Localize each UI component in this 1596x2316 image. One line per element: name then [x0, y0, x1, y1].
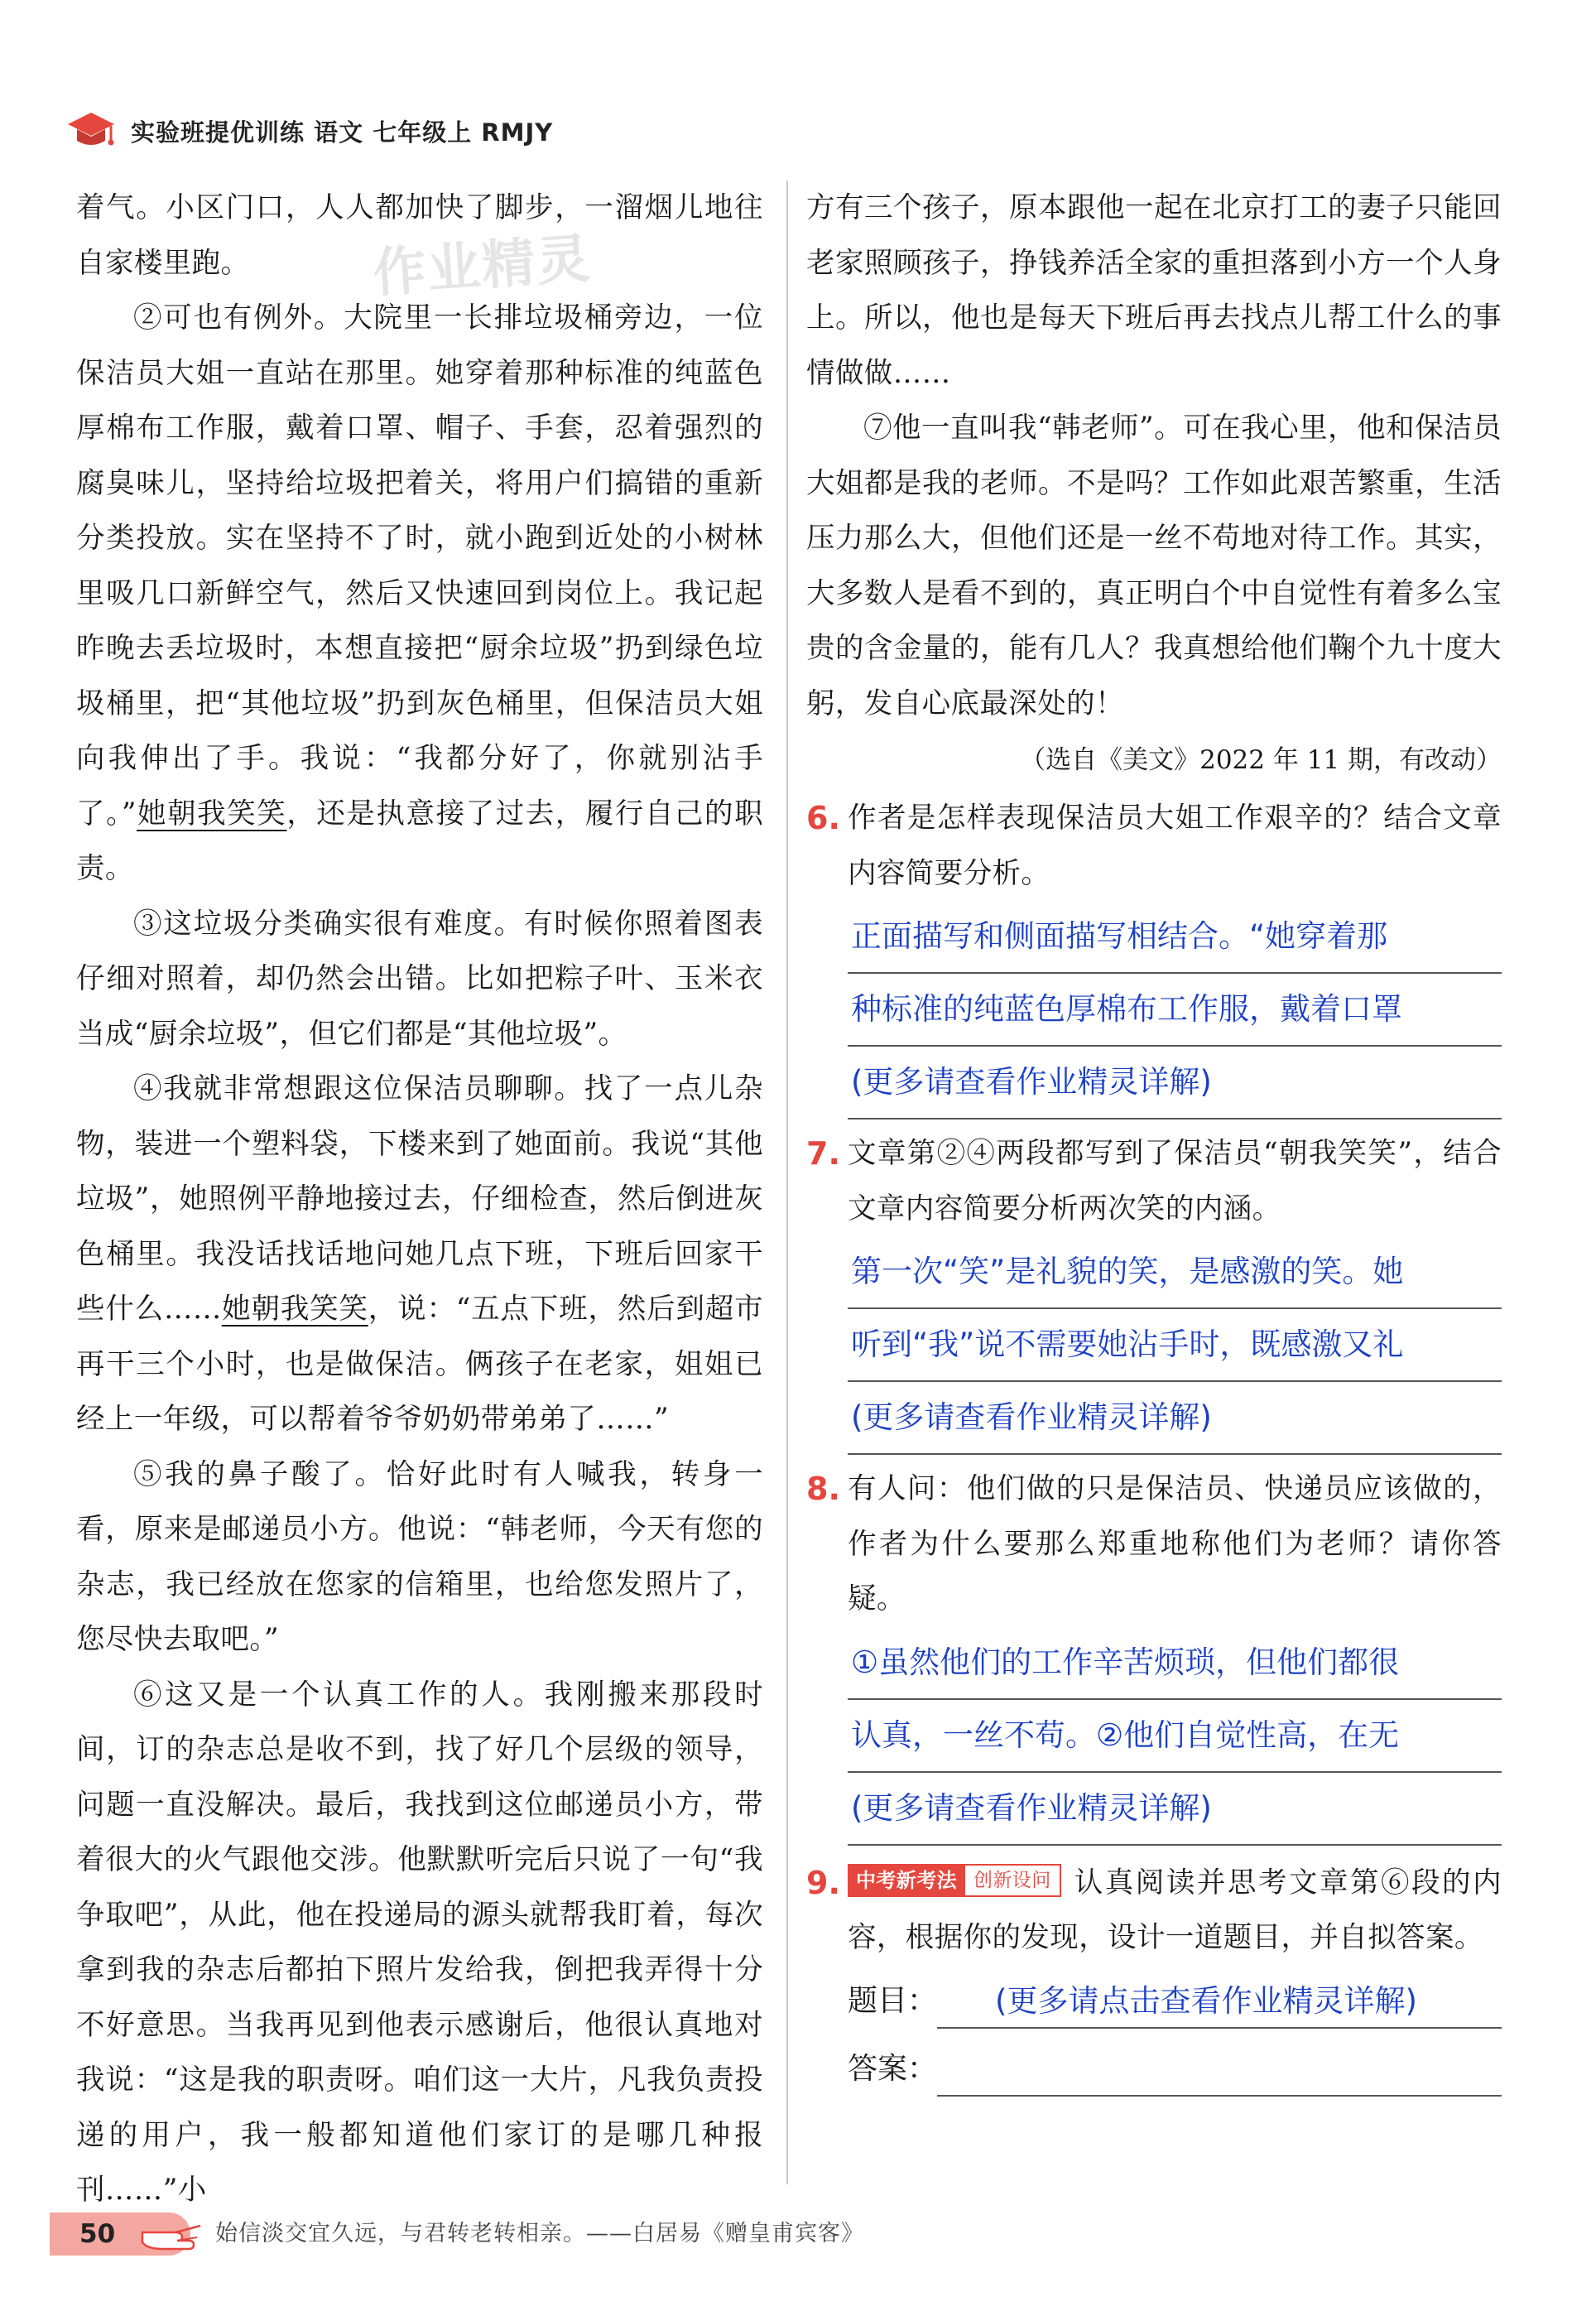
- paragraph-6-continued: 方有三个孩子，原本跟他一起在北京打工的妻子只能回老家照顾孩子，挣钱养活全家的重担落到小方一个人身上。所以，他也是每天下班后再去找点儿帮工什么的事情做做……: [806, 191, 1502, 390]
- column-divider: [786, 181, 788, 2184]
- page-footer: [0, 2203, 1596, 2269]
- underlined-smile-1: 她朝我笑笑: [136, 797, 287, 831]
- answer-line[interactable]: 种标准的纯蓝色厚棉布工作服，戴着口罩: [848, 974, 1502, 1047]
- answer-row: [848, 2040, 1502, 2097]
- question-text: 有人问：他们做的只是保洁员、快递员应该做的，作者为什么要那么郑重地称他们为老师？请你答疑。: [848, 1472, 1502, 1615]
- question-7: [806, 1126, 1502, 1455]
- question-text: 中考新考法 创新设问 认真阅读并思考文章第⑥段的内容，根据你的发现，设计一道题目，并自拟答案。: [848, 1856, 1502, 1966]
- pointing-hand-icon: [139, 2214, 205, 2259]
- book-title: 实验班提优训练 语文 七年级上 RMJY: [131, 118, 554, 147]
- topic-label: 题目：: [848, 1983, 938, 2018]
- answer-blank[interactable]: [937, 2040, 1502, 2097]
- question-number: 9.: [806, 1864, 840, 1901]
- watermark-text: 作业精灵: [371, 228, 594, 306]
- question-text: 文章第②④两段都写到了保洁员“朝我笑笑”，结合文章内容简要分析两次笑的内涵。: [848, 1137, 1502, 1225]
- topic-answer-link[interactable]: (更多请点击查看作业精灵详解): [937, 1972, 1502, 2029]
- page-number: 50: [79, 2219, 116, 2249]
- new-exam-badge: 中考新考法 创新设问: [848, 1864, 1061, 1897]
- answer-line[interactable]: 认真，一丝不苟。②他们自觉性高，在无: [848, 1700, 1502, 1773]
- answer-more-link[interactable]: (更多请查看作业精灵详解): [848, 1382, 1502, 1455]
- answer-line[interactable]: 第一次“笑”是礼貌的笑，是感激的笑。她: [848, 1236, 1502, 1309]
- question-6: [806, 791, 1502, 1119]
- left-column: [76, 181, 763, 2218]
- paragraph-1-continued: 着气。小区门口，人人都加快了脚步，一溜烟儿地往自家楼里跑。: [76, 191, 763, 280]
- paragraph-3: ③这垃圾分类确实很有难度。有时候你照着图表仔细对照着，却仍然会出错。比如把粽子叶、玉米衣当成“厨余垃圾”，但它们都是“其他垃圾”。: [76, 907, 763, 1051]
- answer-line[interactable]: 正面描写和侧面描写相结合。“她穿着那: [848, 901, 1502, 974]
- paragraph-6: ⑥这又是一个认真工作的人。我刚搬来那段时间，订的杂志总是收不到，找了好几个层级的领导，问题一直没解决。最后，我找到这位邮递员小方，带着很大的火气跟他交涉。他默默听完后只说了一句“我争取吧”，从此，他在投递局的源头就帮我盯着，每次拿到我的杂志后都拍下照片发给我，倒把我弄得十分不好意思。当我再见到他表示感谢后，他很认真地对我说：“这是我的职责呀。咱们这一大片，凡我负责投递的用户，我一般都知道他们家订的是哪几种报刊……”小: [76, 1678, 763, 2207]
- paragraph-5: ⑤我的鼻子酸了。恰好此时有人喊我，转身一看，原来是邮递员小方。他说：“韩老师，今天有您的杂志，我已经放在您家的信箱里，也给您发照片了，您尽快去取吧。”: [76, 1457, 763, 1656]
- question-8: [806, 1461, 1502, 1846]
- paragraph-4: ④我就非常想跟这位保洁员聊聊。找了一点儿杂物，装进一个塑料袋，下楼来到了她面前。我说“其他垃圾”，她照例平静地接过去，仔细检查，然后倒进灰色桶里。我没话找话地问她几点下班，下班后回家干些什么……她朝我笑笑，说：“五点下班，然后到超市再干三个小时，也是做保洁。俩孩子在老家，姐姐已经上一年级，可以帮着爷爷奶奶带弟弟了……”: [76, 1072, 763, 1436]
- answer-more-link[interactable]: (更多请查看作业精灵详解): [848, 1047, 1502, 1119]
- right-column: [806, 181, 1502, 2097]
- question-number: 7.: [806, 1135, 840, 1172]
- answer-label: 答案：: [848, 2051, 938, 2086]
- paragraph-2: ②可也有例外。大院里一长排垃圾桶旁边，一位保洁员大姐一直站在那里。她穿着那种标准的纯蓝色厚棉布工作服，戴着口罩、帽子、手套，忍着强烈的腐臭味儿，坚持给垃圾把着关，将用户们搞错的重新分类投放。实在坚持不了时，就小跑到近处的小树林里吸几口新鲜空气，然后又快速回到岗位上。我记起昨晚去丢垃圾时，本想直接把“厨余垃圾”扔到绿色垃圾桶里，把“其他垃圾”扔到灰色桶里，但保洁员大姐向我伸出了手。我说：“我都分好了，你就别沾手了。”她朝我笑笑，还是执意接了过去，履行自己的职责。: [76, 301, 764, 885]
- question-number: 6.: [806, 800, 840, 836]
- topic-row: [848, 1972, 1502, 2029]
- page-header: [66, 108, 553, 154]
- answer-line[interactable]: ①虽然他们的工作辛苦烦琐，但他们都很: [848, 1627, 1502, 1700]
- footer-quote: 始信淡交宜久远，与君转老转相亲。——白居易《赠皇甫宾客》: [215, 2221, 864, 2246]
- question-9: [806, 1856, 1502, 2097]
- graduation-cap-icon: [66, 109, 116, 152]
- paragraph-7: ⑦他一直叫我“韩老师”。可在我心里，他和保洁员大姐都是我的老师。不是吗？工作如此艰苦繁重，生活压力那么大，但他们还是一丝不苟地对待工作。其实，大多数人是看不到的，真正明白个中自觉性有着多么宝贵的含金量的，能有几人？我真想给他们鞠个九十度大躬，发自心底最深处的！: [806, 412, 1502, 720]
- source-citation: （选自《美文》2022 年 11 期，有改动）: [1020, 745, 1502, 775]
- question-text: 作者是怎样表现保洁员大姐工作艰辛的？结合文章内容简要分析。: [848, 802, 1502, 890]
- answer-more-link[interactable]: (更多请查看作业精灵详解): [848, 1773, 1502, 1846]
- answer-line[interactable]: 听到“我”说不需要她沾手时，既感激又礼: [848, 1309, 1502, 1382]
- question-number: 8.: [806, 1471, 840, 1507]
- underlined-smile-2: 她朝我笑笑: [221, 1293, 368, 1326]
